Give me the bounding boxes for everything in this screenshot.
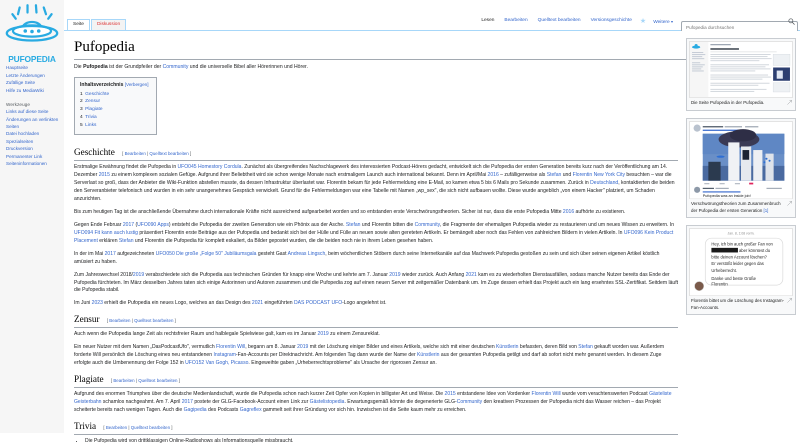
- section-heading-trivia: [74, 421, 678, 435]
- page-title: Pufopedia: [74, 38, 794, 60]
- paragraph-geschichte-4: In der im Mai 2017 aufgezeichneten UFO050 Die große „Folge 50" Jubiläumsgala gesteht Gast Andreas Lingsch, beim wöchentlichen Stöbern durch seine Internetkanäle auf das Machwerk Pufopedia gestoßen zu sein und sich über seinen eigenen Artikel köstlich amüsiert zu haben.: [74, 251, 678, 267]
- list-item: • Die Pufopedia wird von drittklassigen Online-Radioshows als Informationsquelle missbraucht.: [85, 438, 678, 446]
- toc-item-links[interactable]: [80, 122, 149, 130]
- figure-reference[interactable]: [1]: [764, 208, 769, 213]
- top-navigation-bar: [64, 0, 800, 31]
- sidebar-item-hilfe-mediawiki[interactable]: Hilfe zu MediaWiki: [6, 88, 60, 96]
- table-of-contents: [74, 77, 157, 136]
- section-title: Geschichte: [74, 147, 115, 157]
- sidebar-item-hauptseite[interactable]: Hauptseite: [6, 65, 60, 73]
- section-title: Trivia: [74, 421, 96, 431]
- svg-text:Florentin: Florentin: [711, 282, 728, 287]
- site-logo[interactable]: [0, 0, 64, 62]
- edit-link[interactable]: Bearbeiten: [109, 318, 130, 323]
- source-edit-link[interactable]: Quelltext bearbeiten: [138, 378, 177, 383]
- site-logo-text: PUFOPEDIA: [8, 54, 56, 64]
- tab-seite[interactable]: Seite: [67, 19, 90, 30]
- source-edit-link[interactable]: Quelltext bearbeiten: [131, 425, 170, 430]
- toc-toggle[interactable]: [Verbergen]: [125, 82, 149, 87]
- svg-text:Danke und beste Grüße: Danke und beste Grüße: [711, 276, 756, 281]
- section-title: Zensur: [74, 314, 100, 324]
- paragraph-geschichte-2: Bis zum heutigen Tag ist die anschließende Übernahme durch internationale Kräfte nicht ausreichend aufgearbeitet worden und so entstanden erste Verschwörungstheorien. Sicher ist nur, dass die erste Pufopedia Mitte 2016 aufhörte zu existieren.: [74, 209, 678, 217]
- tab-bearbeiten[interactable]: Bearbeiten: [499, 17, 532, 26]
- edit-link[interactable]: Bearbeiten: [125, 151, 146, 156]
- toc-num: 3: [80, 107, 83, 112]
- edit-link[interactable]: Bearbeiten: [113, 378, 134, 383]
- sidebar-item-druckversion[interactable]: Druckversion: [6, 146, 60, 154]
- sidebar-item-zufaellige-seite[interactable]: Zufällige Seite: [6, 80, 60, 88]
- sidebar-item-datei-hochladen[interactable]: Datei hochladen: [6, 131, 60, 139]
- sidebar-item-letzte-aenderungen[interactable]: Letzte Änderungen: [6, 73, 60, 81]
- svg-text:Jan. 8, 1:08 vorm.: Jan. 8, 1:08 vorm.: [728, 232, 755, 236]
- figure-caption-text: Verschwörungstheorien zum Zusammenbruch der Pufopedia der ersten Generation: [691, 201, 781, 213]
- paragraph-geschichte-5: Zum Jahreswechsel 2018/2019 verabschiedete sich die Pufopedia aus technischen Gründen für knapp eine Woche und kehrte am 7. Januar 2019 wieder zurück. Auch Anfang 2021 kam es zu wiederholten Dienstausfällen, sodass manche Nutzer bereits das Ende der Pufopedia fürchteten. Im März desselben Jahres taten sich einige Autorinnen und Autoren zusammen und die Pufopedia zog auf einen neuen Server mit zeitgemäßer Datenbank um. Im Zuge dessen erhielt das Projekt auch ein lang ersehntes SSL-Zertifikat. Seitdem läuft die Pufopedia stabil.: [74, 272, 678, 296]
- tab-versionsgeschichte[interactable]: Versionsgeschichte: [586, 17, 637, 26]
- sidebar-group-navigation: [6, 65, 60, 95]
- sidebar-item-permanenter-link[interactable]: Permanenter Link: [6, 154, 60, 162]
- action-tabs: [476, 15, 798, 28]
- svg-text:Pufopedia was an inside job!: Pufopedia was an inside job!: [703, 194, 751, 198]
- sidebar-nav: [0, 62, 64, 169]
- figure-column: [686, 38, 796, 322]
- figure-tweet-inside-job[interactable]: [686, 118, 796, 219]
- figure-caption: [689, 98, 793, 108]
- paragraph-zensur-2: Ein neuer Nutzer mit dem Namen „DasPodcastUfo", vermutlich Florentin Will, begann am 8. Januar 2019 mit der Löschung einiger Bilder und eines Artikels, welche sich mit einer deutschen Künstlerin befassten, deren Bild von Stefan gekauft worden war. Außerdem forderte Will persönlich die Löschung eines neu entstandenen Instagram-Fan-Accounts per Direktnachricht. Am folgenden Tag dann wurde der Name der Künstlerin aus der gesamten Pufopedia getilgt und darf ab sofort nicht mehr genannt werden. In diesem Zuge erfolgte auch die Umbenennung der Folge 152 in UFO152 Van Gogh, Picasso. Eingeweihte gaben „Urheberrechtsprobleme" als Ursache der rigorosen Zensur an.: [74, 344, 678, 368]
- paragraph-zensur-1: Auch wenn die Pufopedia lange Zeit als rechtsfreier Raum und halblegale Spielwiese galt, kam es im Januar 2019 zu einem Zensureklat.: [74, 331, 678, 339]
- tweet-pufopedia-inside-job: [689, 121, 793, 200]
- paragraph-geschichte-3: Gegen Ende Februar 2017 (UFO090 Apps) entsteht die Pufopedia der zweiten Generation wie ein Phönix aus der Asche. Stefan und Florentin bitten die Community, die Fragmente der ehemaligen Pufopedia wieder zu restaurieren und um neues Wissen zu erweitern. In UFO094 Fit kann auch lustig präsentiert Florentin erste Beiträge aus der Pufopedia und bedankt sich bei der Hülle und Fülle an neuen sowie alten gereteten Artikeln. Er bemängelt aber noch das Fehlen von zahlreichen Bildern in vielen Artikeln. In UFO096 Kein Product Placement erklären Stefan und Florentin die Pufopedia für komplett eskaliert, da Bilder gepostet wurden, die die beiden noch nie in ihrem Leben gesehen haben.: [74, 222, 678, 246]
- section-heading-plagiate: [74, 374, 678, 388]
- toc-num: 2: [80, 99, 83, 104]
- toc-title: [80, 82, 149, 88]
- paragraph-plagiate-1: Aufgrund des enormen Triumphes über die deutsche Medienlandschaft, wurde die Pufopedia schon nach kurzer Zeit Opfer von Kopien in billigster Art und Weise. Die 2015 entstandene Idee von Vordenker Florentin Will wurde vom verachtenswerten Podcast Gästeliste Geisterbahn schamlos nachgeahmt. Am 7. April 2017 postete der GLG-Facebook-Account einen Link zur Gästelistopedia. Erwartungsgemäß könnte die degenerierte GLG-Community den kreativen Prozessen der Pufopedia nicht das Wasser reichen – das Projekt scheiterte bereits nach wenigen Tagen. Auch die Gagipedia des Podcasts Gagreflex gammelt seit ihrer Gründung vor sich hin. Inzwischen ist die Seite kaum mehr zu erreichen.: [74, 391, 678, 415]
- toc-item-geschichte[interactable]: [80, 91, 149, 99]
- sidebar-item-links-auf-diese-seite[interactable]: Links auf diese Seite: [6, 109, 60, 117]
- toc-label: Geschichte: [85, 92, 109, 97]
- figure-caption: [689, 199, 793, 215]
- toc-item-trivia[interactable]: [80, 114, 149, 122]
- toc-label: Plagiate: [85, 107, 102, 112]
- toc-item-zensur[interactable]: [80, 98, 149, 106]
- trivia-list: [74, 438, 678, 446]
- enlarge-icon[interactable]: [787, 298, 792, 303]
- toc-num: 4: [80, 115, 83, 120]
- sidebar-item-spezialseiten[interactable]: Spezialseiten: [6, 138, 60, 146]
- section-edit-links: [ Bearbeiten | Quelltext bearbeiten ]: [107, 318, 176, 323]
- watch-star-icon[interactable]: ★: [637, 18, 649, 25]
- section-heading-geschichte: [74, 147, 678, 161]
- svg-text:Urheberrecht.: Urheberrecht.: [711, 268, 737, 273]
- figure-pufopedia-screenshot[interactable]: [686, 38, 796, 111]
- figure-caption-text: Die Seite Pufopedia in der Pufopedia.: [691, 100, 764, 105]
- section-edit-links: [ Bearbeiten | Quelltext bearbeiten ]: [111, 378, 180, 383]
- search-box: [681, 16, 798, 28]
- enlarge-icon[interactable]: [787, 100, 792, 105]
- article-lead: Die Pufopedia ist der Grundpfeiler der Community und die universelle Bibel aller Hörerinnen und Hörer.: [74, 64, 674, 72]
- source-edit-link[interactable]: Quelltext bearbeiten: [149, 151, 188, 156]
- toc-item-plagiate[interactable]: [80, 106, 149, 114]
- tab-lesen[interactable]: Lesen: [476, 17, 499, 26]
- ufo-icon: [4, 3, 60, 59]
- figure-instagram-dm[interactable]: [686, 225, 796, 315]
- svg-text:bitte deinen Account löschen?: bitte deinen Account löschen?: [711, 255, 767, 260]
- sidebar-item-seiteninformationen[interactable]: Seiteninformationen: [6, 161, 60, 169]
- instagram-dm-screenshot: [689, 228, 793, 296]
- paragraph-geschichte-1: Erstmalige Erwähnung findet die Pufopedia in UFO045 Homestory Cordula. Zunächst als übergreifendes Nachschlagewerk des interessierten Podcast-Hörers gedacht, entwickelt sich die Pufopedia der ersten Generation bereits kurz nach der Veröffentlichung am 14. Dezember 2015 zu einem komplexen sozialen Gefüge. Aufgrund ihrer Beliebtheit wird sie schon wenige Monate nach erstmaligem Launch auch international bekannt. Denn im April/Mai 2016 – zufälligerweise als Stefan und Florentin New York City besuchten – war die Serverlast so groß, dass der Anbieter die Wiki-Funktion abstellen musste, da dessen Infrastruktur überlastet war. Florentin bekam für jede Fehlermeldung eine E-Mail, so kamen etwa 5 bis 6 Mails pro Sekunde zusammen. Zurück in Deutschland, kontaktierten die beiden den Serveranbieter telefonisch und wurden in ein sehr unangenehmes Gespräch verwickelt. Grund für die Fehlermeldungen war eine Tabelle mit Namen „wp_sex", die sich nicht aufbauen wollte. Diese wurde angeblich „von einem Hacker" platziert, um Schaden anzurichten.: [74, 164, 678, 204]
- figure-caption: [689, 296, 793, 312]
- tab-quelltext-bearbeiten[interactable]: Quelltext bearbeiten: [533, 17, 586, 26]
- svg-text:Hey, ich bin auch großer Fan v: Hey, ich bin auch großer Fan von: [711, 241, 773, 246]
- namespace-tabs: [67, 16, 127, 30]
- screenshot-pufopedia-article: [689, 41, 793, 98]
- toc-num: 1: [80, 92, 83, 97]
- sidebar-item-aenderungen-verlinkte[interactable]: Änderungen an verlinkten Seiten: [6, 116, 60, 131]
- search-icon[interactable]: [787, 17, 796, 27]
- section-edit-links: [ Bearbeiten | Quelltext bearbeiten ]: [122, 151, 191, 156]
- section-title: Plagiate: [74, 374, 104, 384]
- left-sidebar: [0, 0, 64, 433]
- edit-link[interactable]: Bearbeiten: [106, 425, 127, 430]
- toc-label: Zensur: [85, 99, 100, 104]
- link-community[interactable]: Community: [163, 64, 189, 70]
- paragraph-geschichte-6: Im Juni 2023 erhielt die Pufopedia ein neues Logo, welches an das Design des 2021 eingeführten DAS PODCAST UFO-Logo angelehnt ist.: [74, 300, 678, 308]
- sidebar-heading-werkzeuge: Werkzeuge: [6, 101, 60, 109]
- sidebar-group-tools: [6, 101, 60, 168]
- toc-title-label: Inhaltsverzeichnis: [80, 82, 123, 88]
- toc-label: Links: [85, 123, 96, 128]
- more-menu-button[interactable]: [649, 17, 677, 27]
- svg-text:aber könntest du: aber könntest du: [739, 248, 771, 253]
- enlarge-icon[interactable]: [787, 201, 792, 206]
- figure-caption-text: Florentin bittet um die Löschung des Instagram-Fan-Accounts.: [691, 298, 784, 310]
- tab-diskussion[interactable]: Diskussion: [91, 19, 126, 30]
- chevron-down-icon: ▾: [671, 19, 673, 24]
- more-menu-label: Weitere: [653, 20, 669, 25]
- source-edit-link[interactable]: Quelltext bearbeiten: [134, 318, 173, 323]
- section-edit-links: [ Bearbeiten | Quelltext bearbeiten ]: [103, 425, 172, 430]
- toc-num: 5: [80, 123, 83, 128]
- section-heading-zensur: [74, 314, 678, 328]
- svg-text:Er verstößt leider gegen das: Er verstößt leider gegen das: [711, 261, 763, 266]
- toc-label: Trivia: [85, 115, 97, 120]
